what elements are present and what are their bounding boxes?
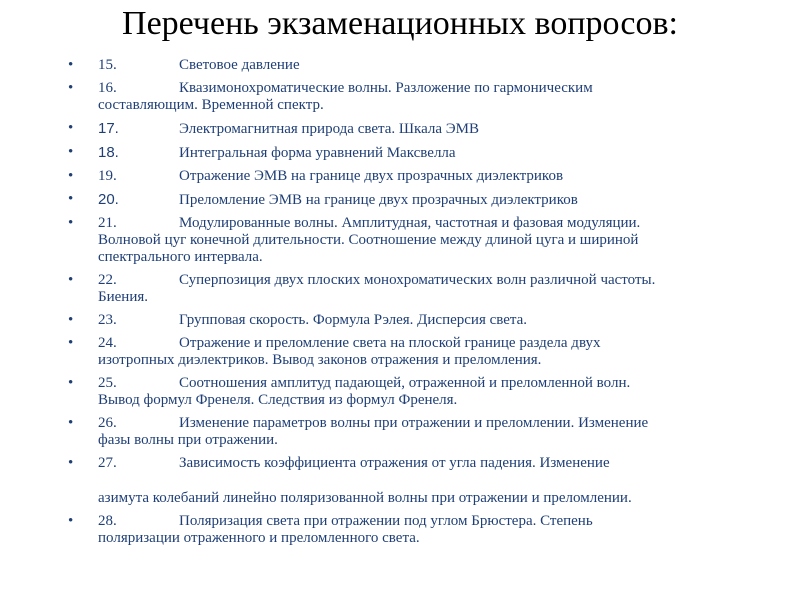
list-item xyxy=(70,375,760,409)
question-number: 21. xyxy=(98,215,117,231)
question-text: Соотношения амплитуд падающей, отраженной и преломленной волн. xyxy=(179,375,631,391)
list-item xyxy=(70,335,760,369)
question-text: Изменение параметров волны при отражении и преломлении. Изменение xyxy=(179,415,649,431)
bullet-icon: • xyxy=(68,312,74,328)
bullet-icon: • xyxy=(68,144,74,160)
question-text: Зависимость коэффициента отражения от угла падения. Изменение xyxy=(179,455,610,471)
question-text: Модулированные волны. Амплитудная, частотная и фазовая модуляции. xyxy=(179,215,641,231)
list-item xyxy=(70,215,760,266)
question-text: Поляризация света при отражении под углом Брюстера. Степень xyxy=(179,513,593,529)
question-list xyxy=(70,57,760,553)
bullet-icon: • xyxy=(68,120,74,136)
list-item xyxy=(70,57,760,74)
question-number: 24. xyxy=(98,335,117,351)
question-text: Световое давление xyxy=(179,57,300,73)
list-item xyxy=(70,191,760,209)
list-item xyxy=(70,168,760,185)
bullet-icon: • xyxy=(68,191,74,207)
list-item xyxy=(70,513,760,547)
question-text: Отражение ЭМВ на границе двух прозрачных диэлектриков xyxy=(179,168,564,184)
bullet-icon: • xyxy=(68,168,74,184)
question-number: 28. xyxy=(98,513,117,529)
question-number: 26. xyxy=(98,415,117,431)
question-number: 22. xyxy=(98,272,117,288)
question-text: Отражение и преломление света на плоской границе раздела двух xyxy=(179,335,601,351)
list-item xyxy=(70,120,760,138)
question-text: Преломление ЭМВ на границе двух прозрачных диэлектриков xyxy=(179,192,578,208)
question-text-continuation: Волновой цуг конечной длительности. Соотношение между длиной цуга и шириной xyxy=(98,232,639,248)
question-number: 20. xyxy=(98,191,119,208)
question-text-continuation: составляющим. Временной спектр. xyxy=(98,97,324,113)
question-number: 27. xyxy=(98,455,117,471)
question-number: 25. xyxy=(98,375,117,391)
list-item xyxy=(70,272,760,306)
question-text-continuation: Вывод формул Френеля. Следствия из формул Френеля. xyxy=(98,392,458,408)
list-item xyxy=(70,415,760,449)
bullet-icon: • xyxy=(68,415,74,431)
list-item xyxy=(70,455,760,507)
list-item xyxy=(70,80,760,114)
question-number: 17. xyxy=(98,120,119,137)
slide-title: Перечень экзаменационных вопросов: xyxy=(122,5,678,42)
question-text: Квазимонохроматические волны. Разложение по гармоническим xyxy=(179,80,593,96)
question-number: 16. xyxy=(98,80,117,96)
bullet-icon: • xyxy=(68,375,74,391)
bullet-icon: • xyxy=(68,215,74,231)
question-text-continuation: Биения. xyxy=(98,289,149,305)
question-text: Суперпозиция двух плоских монохроматических волн различной частоты. xyxy=(179,272,656,288)
list-item xyxy=(70,312,760,329)
question-number: 15. xyxy=(98,57,117,73)
bullet-icon: • xyxy=(68,513,74,529)
bullet-icon: • xyxy=(68,57,74,73)
bullet-icon: • xyxy=(68,335,74,351)
question-number: 18. xyxy=(98,144,119,161)
question-text: Интегральная форма уравнений Максвелла xyxy=(179,145,456,161)
question-number: 23. xyxy=(98,312,117,328)
list-item xyxy=(70,144,760,162)
bullet-icon: • xyxy=(68,80,74,96)
bullet-icon: • xyxy=(68,272,74,288)
question-text: Групповая скорость. Формула Рэлея. Дисперсия света. xyxy=(179,312,528,328)
question-text-continuation: поляризации отраженного и преломленного света. xyxy=(98,530,420,546)
question-text: Электромагнитная природа света. Шкала ЭМВ xyxy=(179,121,480,137)
question-text-continuation: азимута колебаний линейно поляризованной волны при отражении и преломлении. xyxy=(98,490,632,506)
question-text-continuation: спектрального интервала. xyxy=(98,249,263,265)
question-text-continuation: изотропных диэлектриков. Вывод законов отражения и преломления. xyxy=(98,352,542,368)
question-text-continuation: фазы волны при отражении. xyxy=(98,432,278,448)
bullet-icon: • xyxy=(68,455,74,471)
question-number: 19. xyxy=(98,168,117,184)
